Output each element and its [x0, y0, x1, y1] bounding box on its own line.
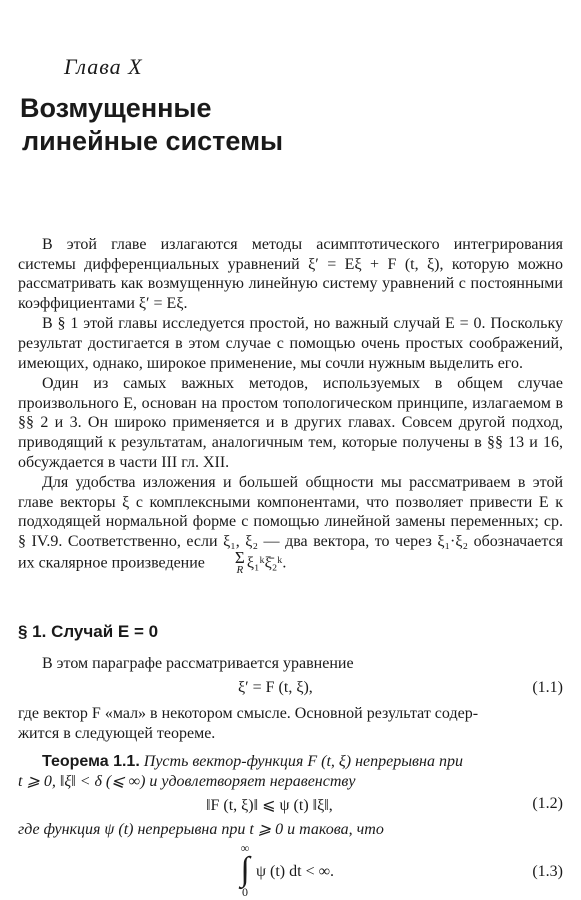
equation-1-1: ξ′ = F (t, ξ), [238, 679, 313, 696]
chapter-label: Глава X [64, 54, 143, 79]
sum-symbol: Σ [234, 547, 245, 567]
equation-1-3-number: (1.3) [532, 863, 563, 880]
section-line-3: жится в следующей теореме. [18, 725, 216, 742]
integral-upper-limit: ∞ [240, 841, 250, 855]
theorem-text-1: Пусть вектор-функция F (t, ξ) непрерывна при [139, 753, 463, 770]
sum-expression [211, 547, 245, 576]
chapter-title-line-2: линейные системы [22, 126, 284, 156]
intro-paragraph-1: В этой главе излагаются методы асимптотического интегрирования системы дифференциальных уравнений ξ′ = Eξ + F (t, ξ), которую можно рассматривать как возмущенную линейную систему уравнений с постоянными коэффициентами ξ′ = Eξ. [18, 236, 563, 312]
sum-subscript: R [236, 563, 244, 576]
equation-1-2: ‖F (t, ξ)‖ ⩽ ψ (t) ‖ξ‖, [206, 797, 333, 814]
intro-paragraph-4-text: Для удобства изложения и большей общности мы рассматриваем в этой главе векторы ξ с комплексными компонентами, что позволяет привести E к подходящей нормальной форме с помощью линейной замены переменных; ср. § IV.9. Соответственно, если ξ₁, ξ₂ — два вектора, то через ξ₁·ξ₂ обозначается их скалярное произведение [18, 474, 563, 572]
intro-paragraph-4 [18, 473, 563, 575]
theorem-line-1 [18, 752, 563, 772]
equation-1-2-number: (1.2) [532, 795, 563, 812]
intro-text [18, 235, 563, 576]
section-line-2: где вектор F «мал» в некотором смысле. Основной результат содер- [18, 705, 479, 722]
chapter-title-line-1: Возмущенные [20, 93, 212, 123]
equation-1-3: ψ (t) dt < ∞. [256, 863, 334, 880]
theorem-line-3: где функция ψ (t) непрерывна при t ⩾ 0 и такова, что [18, 821, 384, 838]
intro-paragraph-3: Один из самых важных методов, используемых в общем случае произвольного E, основан на простом топологическом принципе, излагаемом в §§ 2 и 3. Он широко применяется и в других главах. Совсем другой подход, приводящий к результатам, аналогичным тем, которые получены в §§ 13 и 16, обсуждается в части III гл. XII. [18, 375, 563, 471]
integral-symbol: ∫ [240, 851, 250, 888]
section-line-1: В этом параграфе рассматривается уравнение [42, 655, 354, 672]
theorem-line-2: t ⩾ 0, ‖ξ‖ < δ (⩽ ∞) и удовлетворяет неравенству [18, 773, 356, 790]
equation-1-1-number: (1.1) [532, 679, 563, 696]
theorem-label: Теорема 1.1. [42, 753, 140, 770]
chapter-title [20, 92, 283, 158]
section-heading: § 1. Случай E = 0 [18, 622, 159, 641]
integral-lower-limit: 0 [242, 885, 248, 899]
intro-paragraph-2: В § 1 этой главы исследуется простой, но важный случай E = 0. Поскольку результат достигается в этом случае с помощью очень простых соображений, имеющих, однако, широкое применение, мы сочли нужным выделить его. [18, 315, 563, 372]
sum-term: ξ₁ᵏξ̄₂ᵏ. [246, 554, 287, 572]
